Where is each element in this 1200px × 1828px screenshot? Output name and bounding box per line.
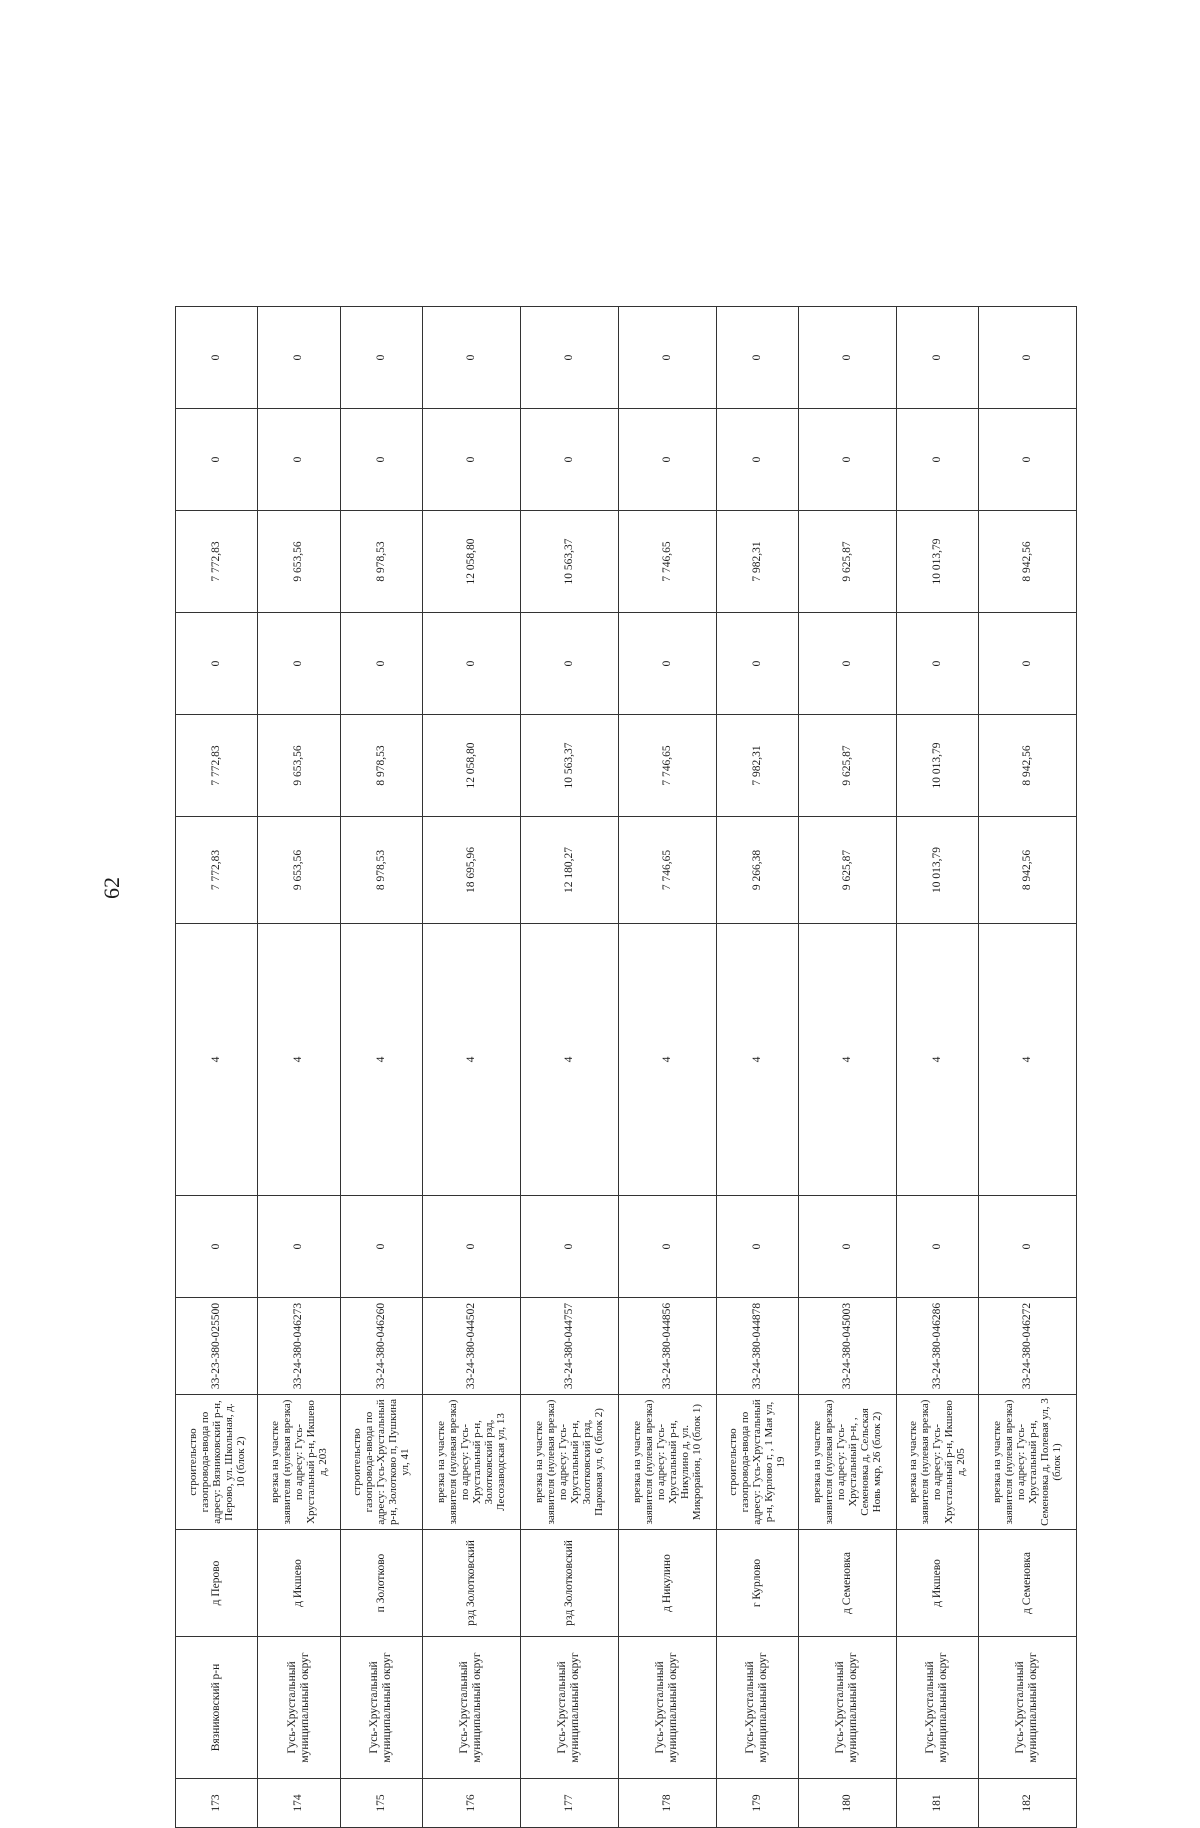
value-cell: 9 653,56: [258, 817, 340, 924]
municipality-cell: Гусь-Хрустальный муниципальный округ: [978, 1637, 1076, 1779]
value-cell: 4: [798, 924, 896, 1196]
application-code-cell: 33-24-380-044856: [618, 1298, 716, 1395]
value-cell: 10 013,79: [896, 511, 978, 613]
locality-cell: г Курлово: [716, 1530, 798, 1637]
value-cell: 4: [618, 924, 716, 1196]
table-row: [618, 307, 716, 1828]
application-code-cell: 33-23-380-025500: [176, 1298, 258, 1395]
table-row: [716, 307, 798, 1828]
value-cell: 0: [520, 1196, 618, 1298]
work-description-cell: врезка на участке заявителя (нулевая врезка) по адресу: Гусь-Хрустальный р-н, Семеновка д, Полевая ул, 3 (блок 1): [978, 1395, 1076, 1530]
value-cell: 9 625,87: [798, 511, 896, 613]
value-cell: 0: [258, 307, 340, 409]
row-number-cell: 175: [340, 1779, 422, 1828]
value-cell: 10 563,37: [520, 511, 618, 613]
application-code-cell: 33-24-380-046272: [978, 1298, 1076, 1395]
application-code-cell: 33-24-380-044878: [716, 1298, 798, 1395]
work-description-cell: строительство газопровода-ввода по адресу: Гусь-Хрустальный р-н, Курлово г, , 1 Мая ул, 19: [716, 1395, 798, 1530]
row-number-cell: 174: [258, 1779, 340, 1828]
value-cell: 0: [896, 409, 978, 511]
value-cell: 8 942,56: [978, 817, 1076, 924]
value-cell: 0: [176, 307, 258, 409]
application-code-cell: 33-24-380-044502: [422, 1298, 520, 1395]
rotated-table-container: [175, 308, 1077, 1828]
value-cell: 0: [340, 613, 422, 715]
value-cell: 4: [176, 924, 258, 1196]
value-cell: 4: [716, 924, 798, 1196]
municipality-cell: Гусь-Хрустальный муниципальный округ: [422, 1637, 520, 1779]
value-cell: 18 695,96: [422, 817, 520, 924]
work-description-cell: строительство газопровода-ввода по адресу: Гусь-Хрустальный р-н, Золотково п, Пушкина ул, 41: [340, 1395, 422, 1530]
value-cell: 0: [716, 1196, 798, 1298]
row-number-cell: 181: [896, 1779, 978, 1828]
value-cell: 0: [978, 613, 1076, 715]
row-number-cell: 177: [520, 1779, 618, 1828]
locality-cell: д Семеновка: [798, 1530, 896, 1637]
locality-cell: рзд Золотковский: [520, 1530, 618, 1637]
value-cell: 0: [798, 307, 896, 409]
value-cell: 7 746,65: [618, 715, 716, 817]
value-cell: 0: [176, 1196, 258, 1298]
work-description-cell: врезка на участке заявителя (нулевая врезка) по адресу: Гусь-Хрустальный р-н, Золотковский рзд, Парковая ул, 6 (блок 2): [520, 1395, 618, 1530]
value-cell: 0: [978, 409, 1076, 511]
municipality-cell: Гусь-Хрустальный муниципальный округ: [340, 1637, 422, 1779]
value-cell: 10 563,37: [520, 715, 618, 817]
application-code-cell: 33-24-380-046273: [258, 1298, 340, 1395]
locality-cell: д Икшево: [896, 1530, 978, 1637]
value-cell: 0: [258, 613, 340, 715]
value-cell: 0: [798, 613, 896, 715]
row-number-cell: 180: [798, 1779, 896, 1828]
locality-cell: д Перово: [176, 1530, 258, 1637]
row-number-cell: 179: [716, 1779, 798, 1828]
application-code-cell: 33-24-380-045003: [798, 1298, 896, 1395]
value-cell: 0: [798, 1196, 896, 1298]
value-cell: 0: [896, 307, 978, 409]
value-cell: 0: [618, 613, 716, 715]
value-cell: 0: [716, 307, 798, 409]
work-description-cell: врезка на участке заявителя (нулевая врезка) по адресу: Гусь-Хрустальный р-н, Икшево д, 203: [258, 1395, 340, 1530]
value-cell: 0: [798, 409, 896, 511]
value-cell: 12 058,80: [422, 715, 520, 817]
work-description-cell: врезка на участке заявителя (нулевая врезка) по адресу: Гусь-Хрустальный р-н, Икшево д, 205: [896, 1395, 978, 1530]
value-cell: 0: [978, 307, 1076, 409]
locality-cell: д Никулино: [618, 1530, 716, 1637]
row-number-cell: 176: [422, 1779, 520, 1828]
value-cell: 12 058,80: [422, 511, 520, 613]
locality-cell: д Семеновка: [978, 1530, 1076, 1637]
application-code-cell: 33-24-380-046260: [340, 1298, 422, 1395]
table-row: [258, 307, 340, 1828]
table-row: [422, 307, 520, 1828]
value-cell: 10 013,79: [896, 715, 978, 817]
value-cell: 7 982,31: [716, 715, 798, 817]
value-cell: 8 978,53: [340, 817, 422, 924]
table-row: [176, 307, 258, 1828]
row-number-cell: 173: [176, 1779, 258, 1828]
row-number-cell: 182: [978, 1779, 1076, 1828]
value-cell: 0: [520, 409, 618, 511]
table-row: [520, 307, 618, 1828]
value-cell: 0: [716, 409, 798, 511]
value-cell: 7 772,83: [176, 511, 258, 613]
value-cell: 0: [422, 307, 520, 409]
value-cell: 0: [258, 409, 340, 511]
table-body: [176, 307, 1077, 1828]
locality-cell: п Золотково: [340, 1530, 422, 1637]
value-cell: 0: [618, 307, 716, 409]
municipality-cell: Гусь-Хрустальный муниципальный округ: [258, 1637, 340, 1779]
value-cell: 0: [340, 1196, 422, 1298]
work-description-cell: врезка на участке заявителя (нулевая врезка) по адресу: Гусь-Хрустальный р-н, Золотковский рзд, Лесозаводская ул, 13: [422, 1395, 520, 1530]
value-cell: 0: [618, 1196, 716, 1298]
value-cell: 0: [422, 409, 520, 511]
value-cell: 8 978,53: [340, 715, 422, 817]
value-cell: 8 942,56: [978, 511, 1076, 613]
value-cell: 7 746,65: [618, 817, 716, 924]
value-cell: 0: [176, 613, 258, 715]
value-cell: 0: [340, 307, 422, 409]
value-cell: 8 978,53: [340, 511, 422, 613]
value-cell: 9 625,87: [798, 715, 896, 817]
municipality-cell: Гусь-Хрустальный муниципальный округ: [716, 1637, 798, 1779]
value-cell: 0: [978, 1196, 1076, 1298]
value-cell: 0: [716, 613, 798, 715]
value-cell: 0: [422, 613, 520, 715]
value-cell: 7 772,83: [176, 817, 258, 924]
municipality-cell: Гусь-Хрустальный муниципальный округ: [896, 1637, 978, 1779]
value-cell: 0: [422, 1196, 520, 1298]
value-cell: 4: [520, 924, 618, 1196]
value-cell: 9 653,56: [258, 511, 340, 613]
application-code-cell: 33-24-380-044757: [520, 1298, 618, 1395]
value-cell: 4: [422, 924, 520, 1196]
value-cell: 4: [340, 924, 422, 1196]
municipality-cell: Гусь-Хрустальный муниципальный округ: [798, 1637, 896, 1779]
value-cell: 0: [520, 613, 618, 715]
work-description-cell: врезка на участке заявителя (нулевая врезка) по адресу: Гусь-Хрустальный р-н, , Семеновка д, Сельская Новь мкр, 26 (блок 2): [798, 1395, 896, 1530]
municipality-cell: Вязниковский р-н: [176, 1637, 258, 1779]
work-description-cell: строительство газопровода-ввода по адресу: Вязниковский р-н, Перово, ул. Школьная, д. 10 (блок 2): [176, 1395, 258, 1530]
value-cell: 9 653,56: [258, 715, 340, 817]
value-cell: 9 266,38: [716, 817, 798, 924]
value-cell: 0: [520, 307, 618, 409]
municipality-cell: Гусь-Хрустальный муниципальный округ: [520, 1637, 618, 1779]
value-cell: 8 942,56: [978, 715, 1076, 817]
municipality-cell: Гусь-Хрустальный муниципальный округ: [618, 1637, 716, 1779]
value-cell: 7 982,31: [716, 511, 798, 613]
table-row: [798, 307, 896, 1828]
value-cell: 4: [978, 924, 1076, 1196]
value-cell: 0: [618, 409, 716, 511]
table-row: [978, 307, 1076, 1828]
locality-cell: д Икшево: [258, 1530, 340, 1637]
value-cell: 4: [258, 924, 340, 1196]
table-row: [340, 307, 422, 1828]
value-cell: 12 180,27: [520, 817, 618, 924]
value-cell: 7 772,83: [176, 715, 258, 817]
value-cell: 0: [896, 1196, 978, 1298]
table-row: [896, 307, 978, 1828]
value-cell: 4: [896, 924, 978, 1196]
gas-connection-table: [175, 306, 1077, 1828]
work-description-cell: врезка на участке заявителя (нулевая врезка) по адресу: Гусь-Хрустальный р-н, Никулино д, ул. Микрорайон, 10 (блок 1): [618, 1395, 716, 1530]
value-cell: 7 746,65: [618, 511, 716, 613]
row-number-cell: 178: [618, 1779, 716, 1828]
value-cell: 0: [896, 613, 978, 715]
locality-cell: рзд Золотковский: [422, 1530, 520, 1637]
value-cell: 9 625,87: [798, 817, 896, 924]
page-number: 62: [99, 877, 124, 899]
application-code-cell: 33-24-380-046286: [896, 1298, 978, 1395]
value-cell: 0: [340, 409, 422, 511]
value-cell: 10 013,79: [896, 817, 978, 924]
value-cell: 0: [176, 409, 258, 511]
value-cell: 0: [258, 1196, 340, 1298]
